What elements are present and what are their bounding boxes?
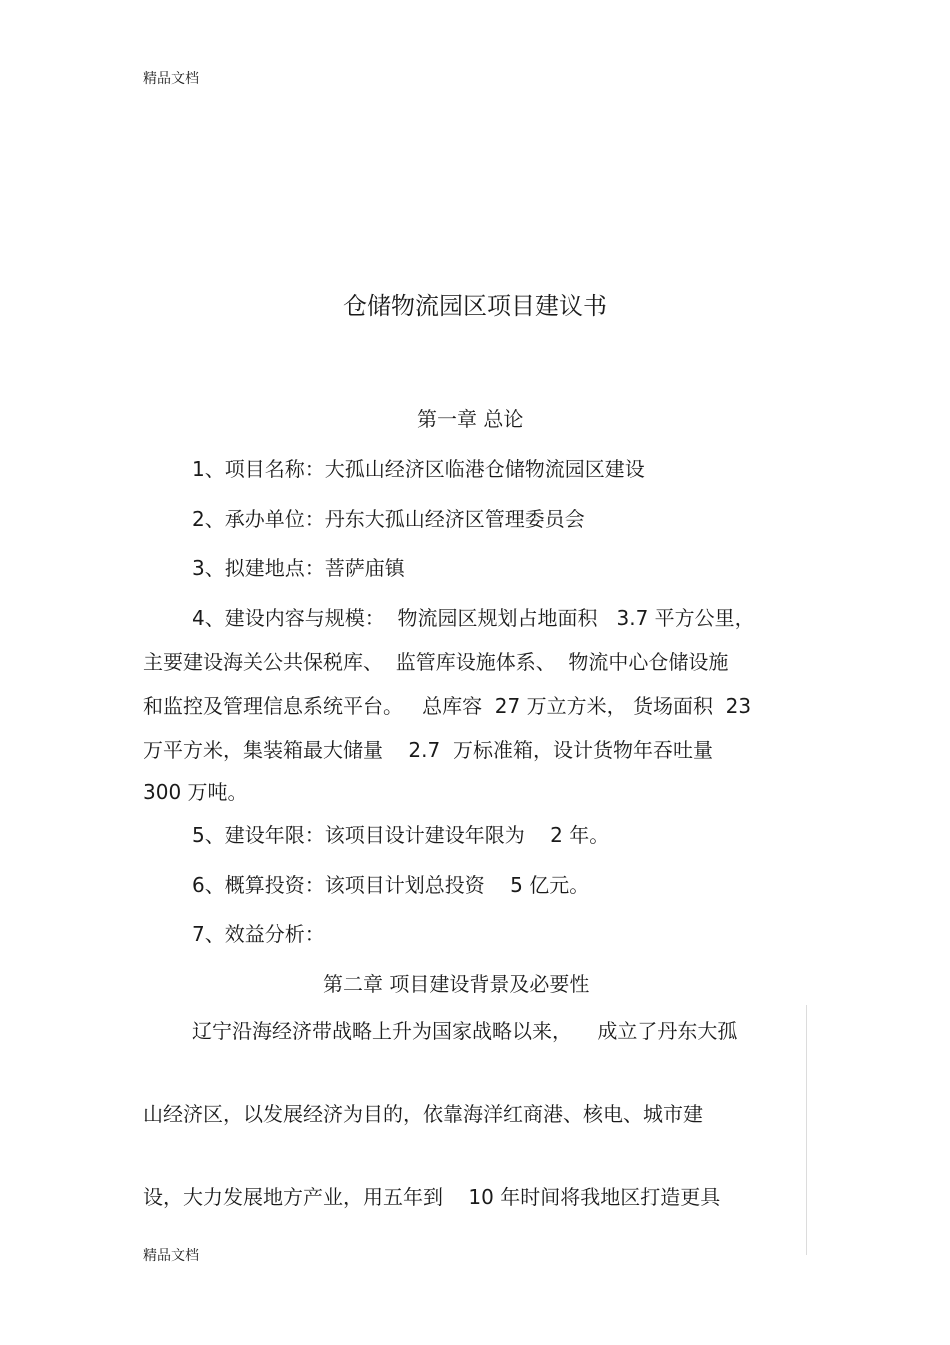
item-period: 5、建设年限：该项目设计建设年限为 2 年。	[192, 823, 610, 847]
item-scope-line1: 4、建设内容与规模： 物流园区规划占地面积 3.7 平方公里，	[192, 606, 755, 630]
chapter2-heading: 第二章 项目建设背景及必要性	[323, 972, 590, 996]
margin-rule	[806, 1005, 807, 1255]
item-project-name: 1、项目名称：大孤山经济区临港仓储物流园区建设	[192, 457, 645, 481]
item-scope-line3: 和监控及管理信息系统平台。 总库容 27 万立方米， 货场面积 23	[143, 694, 752, 718]
chapter2-line2: 山经济区，以发展经济为目的，依靠海洋红商港、核电、城市建	[143, 1102, 703, 1126]
item-investment: 6、概算投资：该项目计划总投资 5 亿元。	[192, 873, 590, 897]
page-footer: 精品文档	[143, 1248, 199, 1264]
chapter2-line1: 辽宁沿海经济带战略上升为国家战略以来， 成立了丹东大孤	[192, 1019, 738, 1043]
document-title: 仓储物流园区项目建议书	[343, 292, 607, 320]
chapter1-heading: 第一章 总论	[417, 407, 524, 431]
item-scope-line2: 主要建设海关公共保税库、 监管库设施体系、 物流中心仓储设施	[143, 650, 729, 674]
chapter2-line3: 设，大力发展地方产业，用五年到 10 年时间将我地区打造更具	[143, 1185, 721, 1209]
item-scope-line4: 万平方米，集装箱最大储量 2.7 万标准箱，设计货物年吞吐量	[143, 738, 713, 762]
item-organizer: 2、承办单位：丹东大孤山经济区管理委员会	[192, 507, 585, 531]
item-benefit: 7、效益分析：	[192, 922, 325, 946]
item-scope-line5: 300 万吨。	[143, 780, 248, 804]
page-header: 精品文档	[143, 71, 199, 87]
item-location: 3、拟建地点：菩萨庙镇	[192, 556, 405, 580]
